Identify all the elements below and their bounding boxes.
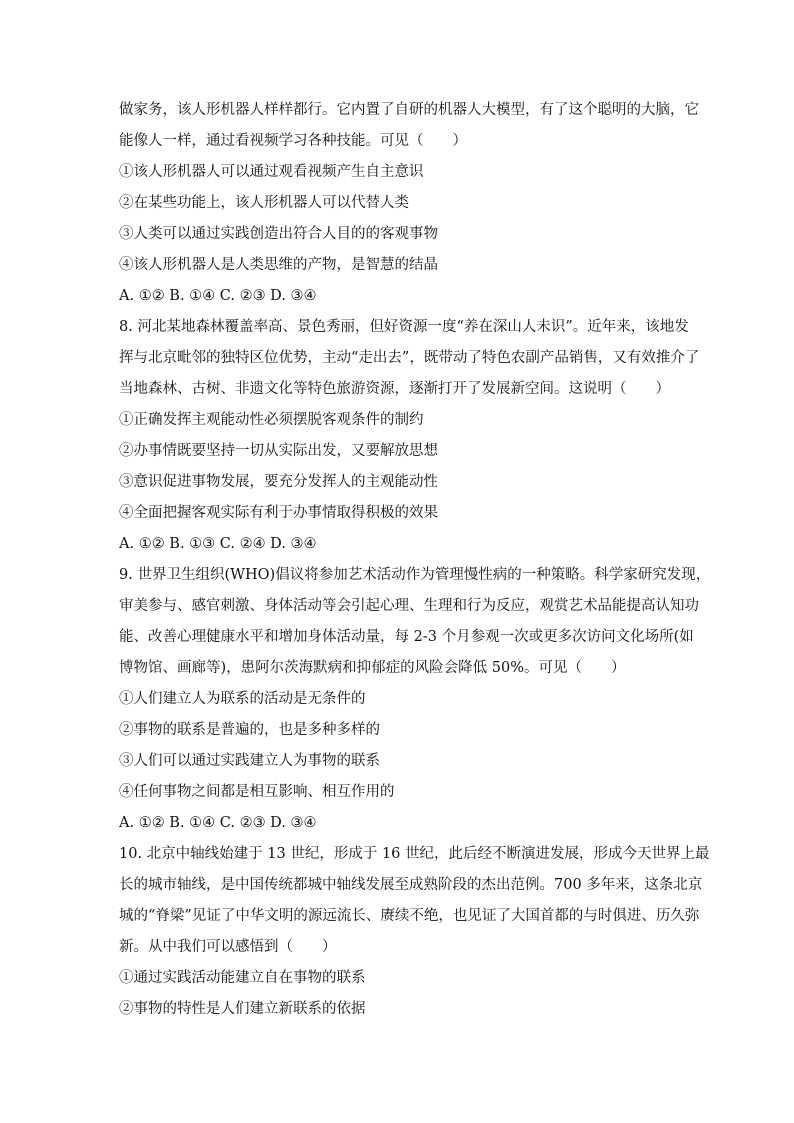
option-4: ④全面把握客观实际有利于办事情取得积极的效果 bbox=[119, 505, 438, 521]
option-2: ②事物的特性是人们建立新联系的依据 bbox=[119, 1001, 366, 1017]
option-4: ④该人形机器人是人类思维的产物，是智慧的结晶 bbox=[119, 257, 438, 273]
option-1: ①人们建立人为联系的活动是无条件的 bbox=[119, 691, 366, 707]
question-8 bbox=[119, 312, 700, 560]
question-7-continuation bbox=[119, 95, 699, 312]
option-2: ②办事情既要坚持一切从实际出发，又要解放思想 bbox=[119, 443, 438, 459]
option-3: ③人们可以通过实践建立人为事物的联系 bbox=[119, 753, 380, 769]
stem-line: 长的城市轴线，是中国传统都城中轴线发展至成熟阶段的杰出范例。700 多年来，这条北京 bbox=[119, 877, 703, 893]
stem-line: 城的“脊梁”见证了中华文明的源远流长、赓续不绝，也见证了大国首都的与时俱进、历久弥 bbox=[119, 908, 700, 924]
option-3: ③人类可以通过实践创造出符合人目的的客观事物 bbox=[119, 226, 438, 242]
question-10 bbox=[119, 839, 710, 1025]
stem-line: 博物馆、画廊等)，患阿尔茨海默病和抑郁症的风险会降低 50%。可见（ ） bbox=[119, 660, 626, 676]
stem-line: 挥与北京毗邻的独特区位优势，主动“走出去”，既带动了特色农副产品销售，又有效推介了 bbox=[119, 350, 700, 366]
stem-line: 审美参与、感官刺激、身体活动等会引起心理、生理和行为反应，观赏艺术品能提高认知功 bbox=[119, 598, 699, 614]
document-page bbox=[119, 95, 711, 1025]
option-1: ①该人形机器人可以通过观看视频产生自主意识 bbox=[119, 164, 424, 180]
stem-line: 能像人一样，通过看视频学习各种技能。可见（ ） bbox=[119, 133, 467, 149]
option-4: ④任何事物之间都是相互影响、相互作用的 bbox=[119, 784, 395, 800]
stem-line: 做家务，该人形机器人样样都行。它内置了自研的机器人大模型，有了这个聪明的大脑，它 bbox=[119, 102, 699, 118]
stem-line: 8. 河北某地森林覆盖率高、景色秀丽，但好资源一度“养在深山人未识”。近年来，该地发 bbox=[119, 319, 689, 335]
answer-choices: A. ①② B. ①④ C. ②③ D. ③④ bbox=[119, 288, 317, 304]
option-2: ②事物的联系是普遍的，也是多种多样的 bbox=[119, 722, 380, 738]
stem-line: 9. 世界卫生组织(WHO)倡议将参加艺术活动作为管理慢性病的一种策略。科学家研究发现， bbox=[119, 567, 711, 583]
stem-line: 10. 北京中轴线始建于 13 世纪，形成于 16 世纪，此后经不断演进发展，形成今天世界上最 bbox=[119, 846, 710, 862]
answer-choices: A. ①② B. ①③ C. ②④ D. ③④ bbox=[119, 536, 317, 552]
question-9 bbox=[119, 560, 711, 839]
stem-line: 当地森林、古树、非遗文化等特色旅游资源，逐渐打开了发展新空间。这说明（ ） bbox=[119, 381, 670, 397]
option-1: ①正确发挥主观能动性必须摆脱客观条件的制约 bbox=[119, 412, 424, 428]
stem-line: 能、改善心理健康水平和增加身体活动量，每 2-3 个月参观一次或更多次访问文化场所(如 bbox=[119, 629, 694, 645]
option-1: ①通过实践活动能建立自在事物的联系 bbox=[119, 970, 366, 986]
answer-choices: A. ①② B. ①④ C. ②③ D. ③④ bbox=[119, 815, 317, 831]
stem-line: 新。从中我们可以感悟到（ ） bbox=[119, 939, 337, 955]
option-2: ②在某些功能上，该人形机器人可以代替人类 bbox=[119, 195, 409, 211]
option-3: ③意识促进事物发展，要充分发挥人的主观能动性 bbox=[119, 474, 438, 490]
